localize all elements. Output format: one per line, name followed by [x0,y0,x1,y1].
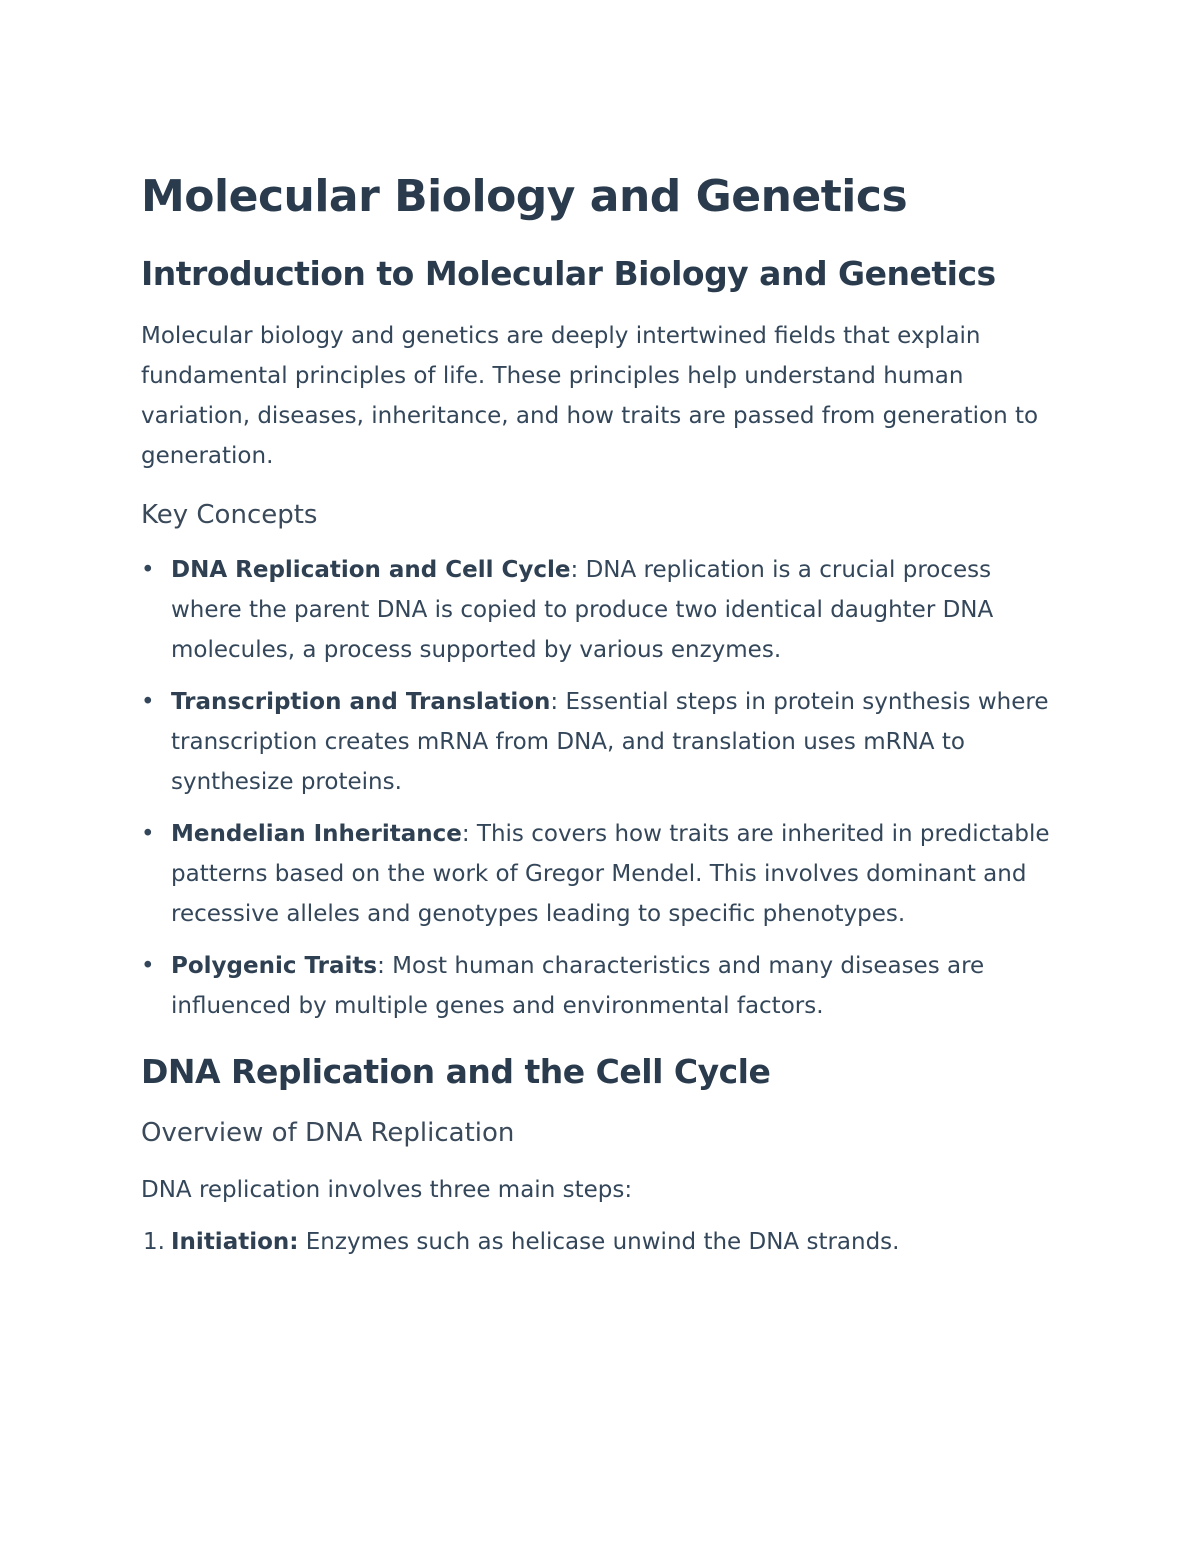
list-item [141,682,1061,802]
list-item-text: : DNA replication is a crucial process where the parent DNA is copied to produce two identical daughter DNA molecules, a process supported by various enzymes. [171,557,994,663]
list-item-term: Mendelian Inheritance [171,821,462,847]
list-item-text: : Most human characteristics and many diseases are influenced by multiple genes and environmental factors. [171,953,985,1019]
introduction-paragraph: Molecular biology and genetics are deeply intertwined fields that explain fundamental principles of life. These principles help understand human variation, diseases, inheritance, and how traits are passed from generation to generation. [141,323,1039,469]
bullet-marker: • [141,821,155,847]
list-item-text: Enzymes such as helicase unwind the DNA strands. [298,1229,900,1255]
bullet-marker: • [141,953,155,979]
subheading-overview: Overview of DNA Replication [141,1118,515,1148]
document-page [141,160,1061,1262]
list-item-text: : Essential steps in protein synthesis where transcription creates mRNA from DNA, and translation uses mRNA to synthesize proteins. [171,689,1049,795]
bullet-marker: • [141,557,155,583]
subheading-key-concepts: Key Concepts [141,500,318,530]
list-item [141,550,1061,670]
list-item-term: Polygenic Traits [171,953,378,979]
overview-paragraph: DNA replication involves three main steps: [141,1177,633,1203]
section-heading-introduction: Introduction to Molecular Biology and Genetics [141,254,996,293]
list-item-text: : This covers how traits are inherited in predictable patterns based on the work of Gregor Mendel. This involves dominant and recessive alleles and genotypes leading to specific phenotypes. [171,821,1050,927]
number-marker: 1. [143,1229,165,1255]
replication-steps-list [141,1222,1061,1262]
document-title: Molecular Biology and Genetics [141,171,908,222]
section-heading-dna-replication: DNA Replication and the Cell Cycle [141,1052,771,1091]
list-item-term: Transcription and Translation [171,689,551,715]
list-item-term: Initiation: [171,1229,299,1255]
list-item-term: DNA Replication and Cell Cycle [171,557,571,583]
list-item [141,946,1061,1026]
list-item [141,1222,1061,1262]
list-item [141,814,1061,934]
bullet-marker: • [141,689,155,715]
key-concepts-list [141,550,1061,1026]
